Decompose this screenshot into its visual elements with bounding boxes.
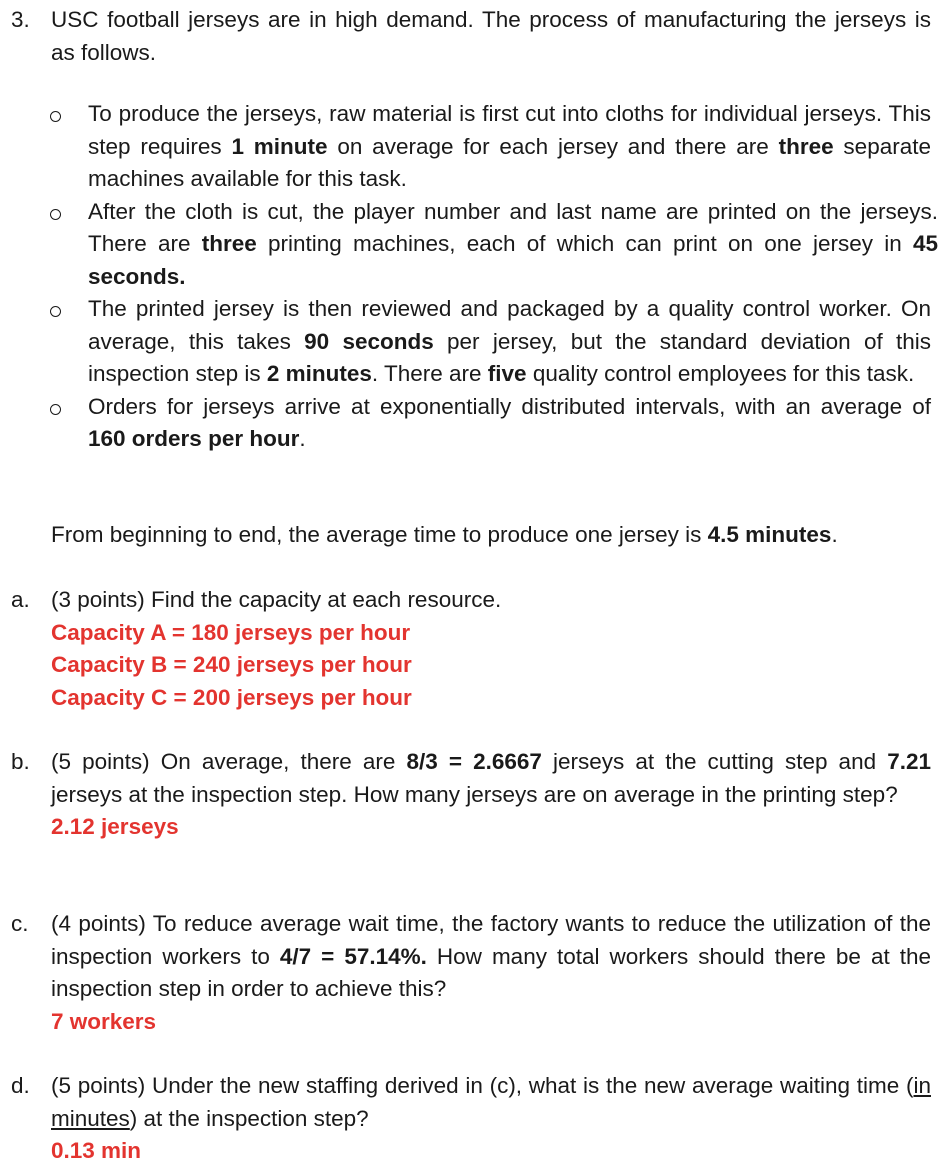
part-body [51,1070,931,1168]
list-item-cutting [0,98,942,196]
part-question: (4 points) To reduce average wait time, the factory wants to reduce the utilization of the inspection workers to 4/7 = 57.14%. How many total workers should there be at the inspection step in order to achieve this? [51,911,931,1001]
answer-line: Capacity C = 200 jerseys per hour [51,684,412,710]
part-body [51,746,931,844]
part-label: b. [11,749,30,774]
circle-bullet-icon [50,391,70,415]
part-label: a. [11,587,30,612]
answer-line: 2.12 jerseys [51,814,179,839]
question-intro: USC football jerseys are in high demand. The process of manufacturing the jerseys is as follows. [51,7,931,65]
part-c [0,908,942,1038]
part-a [0,584,942,714]
question-number: 3. [11,7,30,32]
part-label: c. [11,911,29,936]
list-item-text: Orders for jerseys arrive at exponentially distributed intervals, with an average of 160 orders per hour. [88,393,931,451]
list-item-printing [0,196,942,294]
answer-line: Capacity A = 180 jerseys per hour [51,619,411,645]
answer-line: 7 workers [51,1008,157,1034]
answer-line: 0.13 min [51,1138,142,1163]
part-label: d. [11,1073,30,1098]
underlined-phrase: in minutes [51,1073,931,1131]
list-item-text: The printed jersey is then reviewed and packaged by a quality control worker. On average, this takes 90 seconds per jersey, but the standard deviation of this inspection step is 2 minutes. There are five quality control employees for this task. [88,296,932,386]
part-d [0,1070,942,1168]
list-item-arrivals [0,391,942,456]
process-steps-list [0,98,942,456]
circle-bullet-icon [50,196,70,220]
part-question: (5 points) On average, there are 8/3 = 2.6667 jerseys at the cutting step and 7.21 jerseys at the inspection step. How many jerseys are on average in the printing step? [51,749,931,807]
part-body [51,584,931,714]
list-item-inspection [0,293,942,391]
part-question: (3 points) Find the capacity at each resource. [51,587,502,612]
circle-bullet-icon [50,293,70,317]
list-item-text: To produce the jerseys, raw material is first cut into cloths for individual jerseys. This step requires 1 minute on average for each jersey and there are three separate machines available for this task. [88,101,931,191]
part-b [0,746,942,844]
part-question: (5 points) Under the new staffing derived in (c), what is the new average waiting time (in minutes) at the inspection step? [51,1073,931,1131]
part-body [51,908,931,1038]
list-item-text: After the cloth is cut, the player number and last name are printed on the jerseys. There are three printing machines, each of which can print on one jersey in 45 seconds. [88,198,938,289]
summary-statement: From beginning to end, the average time to produce one jersey is 4.5 minutes. [51,522,838,547]
circle-bullet-icon [50,98,70,122]
answer-line: Capacity B = 240 jerseys per hour [51,652,412,677]
